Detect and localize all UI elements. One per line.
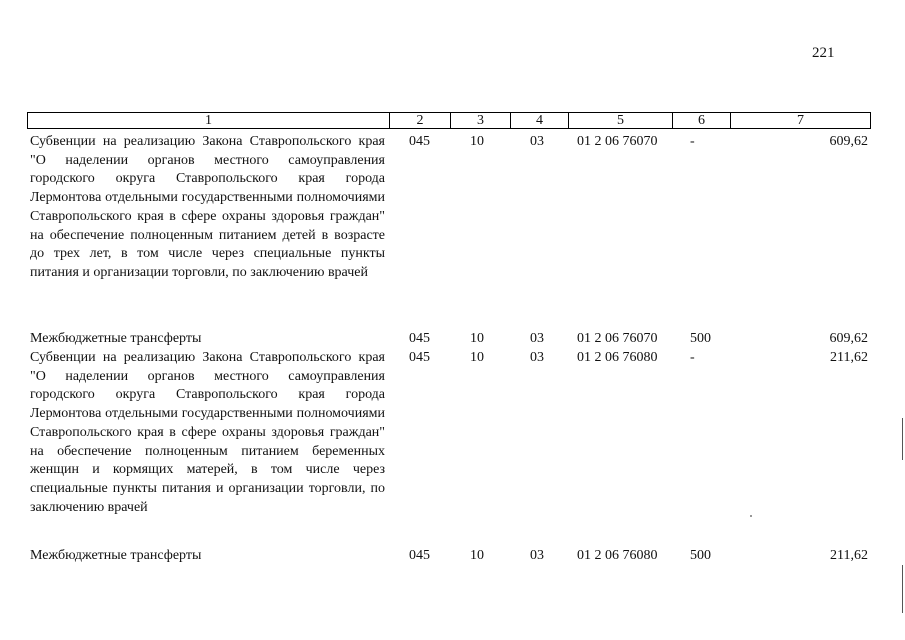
column-header-1: 1 bbox=[28, 113, 390, 128]
column-header-5: 5 bbox=[569, 113, 673, 128]
scan-artifact-line bbox=[902, 565, 903, 613]
row-amount: 609,62 bbox=[829, 134, 868, 149]
row-amount: 211,62 bbox=[830, 350, 868, 365]
column-header-2: 2 bbox=[390, 113, 451, 128]
row-amount: 211,62 bbox=[830, 548, 868, 563]
row-code-section: 10 bbox=[470, 548, 484, 563]
row-code-ministry: 045 bbox=[409, 134, 430, 149]
row-code-subsection: 03 bbox=[530, 548, 544, 563]
scan-artifact-line bbox=[902, 418, 903, 460]
column-header-4: 4 bbox=[511, 113, 569, 128]
row-amount: 609,62 bbox=[829, 331, 868, 346]
row-code-subsection: 03 bbox=[530, 134, 544, 149]
row-code-target: 01 2 06 76080 bbox=[577, 548, 658, 563]
row-code-expense-type: 500 bbox=[690, 548, 711, 563]
row-code-section: 10 bbox=[470, 134, 484, 149]
scan-speck bbox=[750, 515, 752, 517]
row-code-expense-type: 500 bbox=[690, 331, 711, 346]
row-code-section: 10 bbox=[470, 350, 484, 365]
row-code-expense-type: - bbox=[690, 350, 695, 365]
row-code-subsection: 03 bbox=[530, 331, 544, 346]
page-number: 221 bbox=[812, 45, 835, 61]
table-header-row bbox=[27, 112, 871, 129]
row-code-target: 01 2 06 76080 bbox=[577, 350, 658, 365]
column-header-3: 3 bbox=[451, 113, 511, 128]
row-description: Межбюджетные трансферты bbox=[30, 548, 202, 563]
row-code-ministry: 045 bbox=[409, 331, 430, 346]
row-code-ministry: 045 bbox=[409, 548, 430, 563]
row-description: Субвенции на реализацию Закона Ставропольского края "О наделении органов местного самоуправления городского округа Ставропольского края города Лермонтова отдельными государственными полномочиями Ставропольского края в сфере охраны здоровья граждан" на обеспечение полноценным питанием беременных женщин и кормящих матерей, в том числе через специальные пункты питания и организации торговли, по заключению врачей bbox=[30, 350, 385, 515]
row-code-ministry: 045 bbox=[409, 350, 430, 365]
column-header-7: 7 bbox=[797, 113, 804, 128]
row-description: Субвенции на реализацию Закона Ставропольского края "О наделении органов местного самоуправления городского округа Ставропольского края города Лермонтова отдельными государственными полномочиями Ставропольского края в сфере охраны здоровья граждан" на обеспечение полноценным питанием детей в возрасте до трех лет, в том числе через специальные пункты питания и организации торговли, по заключению врачей bbox=[30, 134, 385, 280]
row-code-section: 10 bbox=[470, 331, 484, 346]
row-description: Межбюджетные трансферты bbox=[30, 331, 202, 346]
row-code-expense-type: - bbox=[690, 134, 695, 149]
column-header-6: 6 bbox=[673, 113, 731, 128]
row-code-target: 01 2 06 76070 bbox=[577, 134, 658, 149]
row-code-subsection: 03 bbox=[530, 350, 544, 365]
row-code-target: 01 2 06 76070 bbox=[577, 331, 658, 346]
